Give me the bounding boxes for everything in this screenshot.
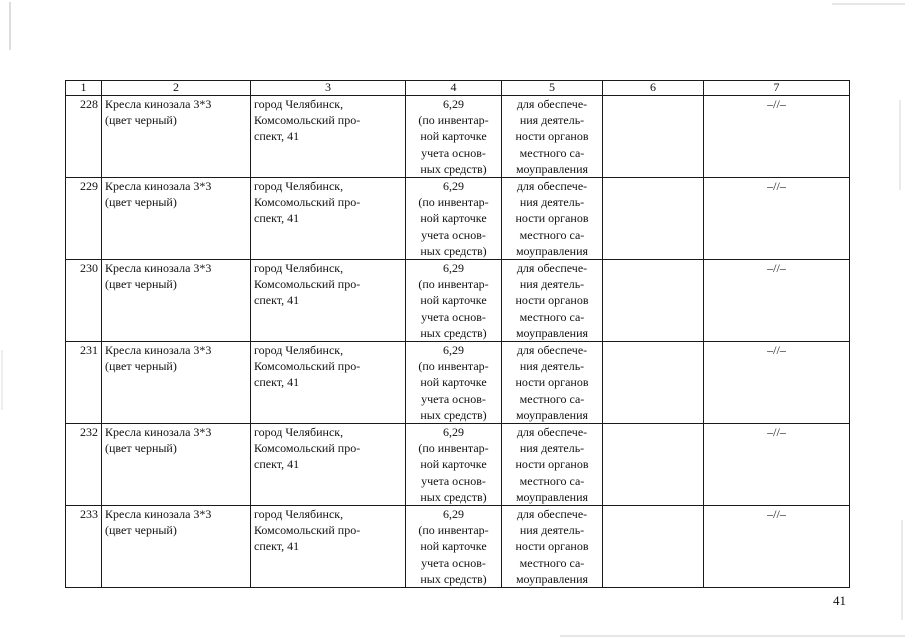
cell-column-6 [603,424,704,506]
cell-purpose-line: местного са- [519,227,585,242]
cell-purpose-line: ния деятель- [519,523,585,538]
cell-purpose [502,424,603,506]
cell-item-name-line: Кресла кинозала 3*3 [105,425,212,440]
cell-purpose-line: местного са- [519,309,585,324]
cell-value-line: учета основ- [421,227,486,242]
cell-address [251,96,406,178]
cell-purpose-line: моуправления [515,407,589,422]
cell-value-line: ных средств) [420,407,487,422]
cell-purpose-line: ния деятель- [519,441,585,456]
table-row [66,342,850,424]
cell-value-line: ных средств) [420,325,487,340]
page-number: 41 [833,593,846,608]
column-header-2: 2 [102,81,251,96]
cell-address-line: Комсомольский про- [254,523,361,538]
cell-address-line: город Челябинск, [254,507,344,522]
cell-value-line: (по инвентар- [418,359,489,374]
cell-purpose-line: ности органов [515,457,589,472]
cell-value-line: учета основ- [421,309,486,324]
cell-item-name-line: (цвет черный) [105,359,177,374]
cell-ditto-mark: –//– [704,424,850,506]
column-header-5: 5 [502,81,603,96]
cell-item-name [102,260,251,342]
table-row [66,96,850,178]
cell-purpose-line: ности органов [515,211,589,226]
cell-purpose-line: ности органов [515,129,589,144]
cell-address-line: спект, 41 [254,539,300,554]
cell-address-line: спект, 41 [254,293,300,308]
cell-value-line: 6,29 [443,179,464,194]
cell-address [251,260,406,342]
cell-row-number: 233 [66,506,102,588]
cell-value-line: (по инвентар- [418,113,489,128]
cell-value [406,506,502,588]
cell-address-line: город Челябинск, [254,97,344,111]
cell-value-line: ной карточке [420,129,487,144]
cell-purpose-line: для обеспече- [516,261,588,276]
cell-item-name-line: Кресла кинозала 3*3 [105,507,212,522]
cell-row-number: 231 [66,342,102,424]
cell-purpose [502,506,603,588]
cell-value-line: учета основ- [421,473,486,488]
cell-item-name-line: Кресла кинозала 3*3 [105,343,212,358]
cell-address-line: Комсомольский про- [254,195,361,210]
cell-ditto-mark: –//– [704,96,850,178]
cell-value-line: ной карточке [420,211,487,226]
cell-purpose-line: ния деятель- [519,359,585,374]
cell-item-name-line: (цвет черный) [105,195,177,210]
cell-address [251,178,406,260]
cell-row-number: 232 [66,424,102,506]
cell-value-line: учета основ- [421,145,486,160]
cell-item-name-line: Кресла кинозала 3*3 [105,179,212,194]
cell-value-line: (по инвентар- [418,441,489,456]
cell-ditto-mark: –//– [704,178,850,260]
cell-address-line: спект, 41 [254,129,300,144]
cell-value [406,342,502,424]
column-header-1: 1 [66,81,102,96]
cell-purpose-line: ния деятель- [519,277,585,292]
cell-address [251,342,406,424]
cell-row-number: 229 [66,178,102,260]
cell-purpose-line: для обеспече- [516,507,588,522]
cell-value-line: 6,29 [443,261,464,276]
cell-purpose [502,96,603,178]
column-header-3: 3 [251,81,406,96]
cell-address-line: спект, 41 [254,375,300,390]
cell-row-number: 230 [66,260,102,342]
cell-value-line: ных средств) [420,571,487,586]
cell-item-name [102,178,251,260]
cell-address-line: город Челябинск, [254,425,344,440]
cell-address-line: город Челябинск, [254,343,344,358]
cell-value-line: ных средств) [420,489,487,504]
cell-purpose-line: ния деятель- [519,195,585,210]
cell-address [251,424,406,506]
cell-address [251,506,406,588]
cell-value-line: 6,29 [443,507,464,522]
cell-value-line: ной карточке [420,457,487,472]
cell-value-line: ных средств) [420,161,487,176]
table-body [66,96,850,588]
cell-item-name-line: Кресла кинозала 3*3 [105,97,212,111]
cell-column-6 [603,260,704,342]
table-row [66,178,850,260]
cell-column-6 [603,178,704,260]
cell-value-line: ной карточке [420,375,487,390]
cell-purpose-line: моуправления [515,243,589,258]
cell-value-line: учета основ- [421,555,486,570]
cell-address-line: Комсомольский про- [254,359,361,374]
cell-purpose [502,342,603,424]
cell-value-line: ной карточке [420,293,487,308]
table-row [66,424,850,506]
header-row [66,81,850,96]
cell-ditto-mark: –//– [704,506,850,588]
cell-purpose-line: местного са- [519,555,585,570]
cell-value-line: 6,29 [443,343,464,358]
cell-value [406,424,502,506]
cell-value-line: учета основ- [421,391,486,406]
cell-purpose-line: для обеспече- [516,179,588,194]
cell-purpose-line: ности органов [515,539,589,554]
table-row [66,260,850,342]
table-row [66,506,850,588]
cell-item-name-line: Кресла кинозала 3*3 [105,261,212,276]
cell-purpose-line: ния деятель- [519,113,585,128]
cell-item-name-line: (цвет черный) [105,523,177,538]
cell-purpose-line: местного са- [519,391,585,406]
cell-ditto-mark: –//– [704,342,850,424]
cell-address-line: спект, 41 [254,211,300,226]
cell-value [406,178,502,260]
cell-value-line: (по инвентар- [418,277,489,292]
cell-address-line: Комсомольский про- [254,113,361,128]
cell-item-name [102,342,251,424]
cell-purpose-line: моуправления [515,571,589,586]
cell-item-name [102,424,251,506]
column-header-6: 6 [603,81,704,96]
cell-purpose-line: ности органов [515,293,589,308]
cell-purpose-line: для обеспече- [516,343,588,358]
cell-value-line: (по инвентар- [418,523,489,538]
cell-ditto-mark: –//– [704,260,850,342]
cell-item-name [102,96,251,178]
cell-purpose-line: местного са- [519,145,585,160]
column-header-7: 7 [704,81,850,96]
cell-value-line: (по инвентар- [418,195,489,210]
cell-column-6 [603,506,704,588]
cell-column-6 [603,96,704,178]
cell-value [406,260,502,342]
cell-purpose [502,178,603,260]
cell-value-line: 6,29 [443,97,464,111]
cell-address-line: Комсомольский про- [254,277,361,292]
cell-item-name-line: (цвет черный) [105,113,177,128]
cell-purpose-line: местного са- [519,473,585,488]
cell-value-line: 6,29 [443,425,464,440]
cell-item-name-line: (цвет черный) [105,277,177,292]
cell-address-line: город Челябинск, [254,261,344,276]
cell-purpose-line: для обеспече- [516,425,588,440]
cell-address-line: спект, 41 [254,457,300,472]
cell-address-line: Комсомольский про- [254,441,361,456]
cell-purpose-line: ности органов [515,375,589,390]
cell-item-name-line: (цвет черный) [105,441,177,456]
cell-purpose-line: моуправления [515,161,589,176]
cell-address-line: город Челябинск, [254,179,344,194]
cell-purpose-line: для обеспече- [516,97,588,111]
cell-value-line: ной карточке [420,539,487,554]
cell-value-line: ных средств) [420,243,487,258]
cell-row-number: 228 [66,96,102,178]
column-header-4: 4 [406,81,502,96]
cell-purpose-line: моуправления [515,325,589,340]
cell-purpose [502,260,603,342]
property-registry-table [65,80,850,588]
cell-value [406,96,502,178]
cell-purpose-line: моуправления [515,489,589,504]
cell-item-name [102,506,251,588]
cell-column-6 [603,342,704,424]
